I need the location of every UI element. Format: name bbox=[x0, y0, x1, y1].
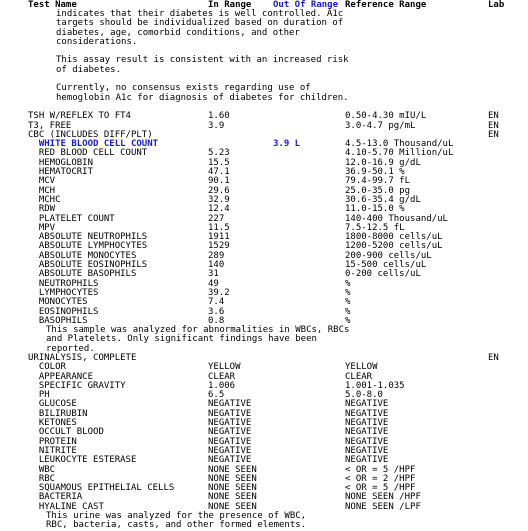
test-name: MONOCYTES bbox=[28, 297, 88, 308]
table-row bbox=[0, 382, 528, 391]
test-name: RDW bbox=[28, 204, 56, 215]
in-range-value: NEGATIVE bbox=[208, 418, 252, 429]
test-name: SPECIFIC GRAVITY bbox=[28, 380, 126, 391]
reference-range-value: 25.0-35.0 pg bbox=[345, 185, 411, 196]
table-row bbox=[0, 187, 528, 196]
table-row bbox=[0, 391, 528, 400]
reference-range-value: NEGATIVE bbox=[345, 427, 389, 438]
reference-range-value: % bbox=[345, 306, 351, 317]
in-range-value: 1911 bbox=[208, 232, 230, 243]
in-range-value: 3.6 bbox=[208, 306, 225, 317]
test-name: MPV bbox=[28, 222, 56, 233]
in-range-value: 29.6 bbox=[208, 185, 230, 196]
reference-range-value: NEGATIVE bbox=[345, 436, 389, 447]
note-text: diabetes, age, comorbid conditions, and other bbox=[56, 27, 300, 38]
in-range-value: 6.5 bbox=[208, 390, 225, 401]
reference-range-value: 1200-5200 cells/uL bbox=[345, 241, 443, 252]
test-name: MCHC bbox=[28, 194, 61, 205]
in-range-value: NONE SEEN bbox=[208, 464, 257, 475]
reference-range-value: NONE SEEN /HPF bbox=[345, 492, 421, 503]
reference-range-value: 1.001-1.035 bbox=[345, 380, 405, 391]
reference-range-value: 3.0-4.7 pg/mL bbox=[345, 120, 416, 131]
reference-range-value: < OR = 5 /HPF bbox=[345, 483, 416, 494]
test-name: COLOR bbox=[28, 362, 66, 373]
header-in-range: In Range bbox=[208, 0, 252, 10]
test-name: PROTEIN bbox=[28, 436, 77, 447]
in-range-value: CLEAR bbox=[208, 371, 236, 382]
in-range-value: YELLOW bbox=[208, 362, 241, 373]
test-name: MCV bbox=[28, 176, 56, 187]
in-range-value: NEGATIVE bbox=[208, 445, 252, 456]
test-name: SQUAMOUS EPITHELIAL CELLS bbox=[28, 483, 175, 494]
test-name: GLUCOSE bbox=[28, 399, 77, 410]
test-name: NITRITE bbox=[28, 445, 77, 456]
in-range-value: 1529 bbox=[208, 241, 230, 252]
reference-range-value: 200-900 cells/uL bbox=[345, 250, 432, 261]
table-row bbox=[0, 428, 528, 437]
in-range-value: NEGATIVE bbox=[208, 436, 252, 447]
note-text: RBC, bacteria, casts, and other formed elements. bbox=[46, 520, 307, 531]
note-text: of diabetes. bbox=[56, 64, 122, 75]
test-name: LYMPHOCYTES bbox=[28, 287, 99, 298]
in-range-value: 0.8 bbox=[208, 315, 225, 326]
test-name: BACTERIA bbox=[28, 492, 83, 503]
note-line bbox=[0, 38, 528, 47]
test-name: APPEARANCE bbox=[28, 371, 94, 382]
reference-range-value: % bbox=[345, 287, 351, 298]
table-row bbox=[0, 354, 528, 363]
reference-range-value: 15-500 cells/uL bbox=[345, 260, 427, 271]
reference-range-value: % bbox=[345, 315, 351, 326]
reference-range-value: % bbox=[345, 278, 351, 289]
reference-range-value: 12.0-16.9 g/dL bbox=[345, 157, 421, 168]
test-name: RED BLOOD CELL COUNT bbox=[28, 148, 148, 159]
in-range-value: 32.9 bbox=[208, 194, 230, 205]
reference-range-value: < OR = 2 /HPF bbox=[345, 473, 416, 484]
note-text: This sample was analyzed for abnormalities in WBCs, RBCs bbox=[46, 325, 350, 336]
in-range-value: 227 bbox=[208, 213, 225, 224]
reference-range-value: NEGATIVE bbox=[345, 418, 389, 429]
reference-range-value: NEGATIVE bbox=[345, 445, 389, 456]
in-range-value: NONE SEEN bbox=[208, 492, 257, 503]
note-line bbox=[0, 512, 528, 521]
reference-range-value: NEGATIVE bbox=[345, 408, 389, 419]
note-text: and Platelets. Only significant findings have been bbox=[46, 334, 317, 345]
in-range-value: NEGATIVE bbox=[208, 399, 252, 410]
in-range-value: 140 bbox=[208, 260, 225, 271]
note-text: This urine was analyzed for the presence of WBC, bbox=[46, 511, 307, 522]
test-name: T3, FREE bbox=[28, 120, 72, 131]
reference-range-value: 0-200 cells/uL bbox=[345, 269, 421, 280]
in-range-value: 7.4 bbox=[208, 297, 225, 308]
test-name: HEMATOCRIT bbox=[28, 167, 94, 178]
test-name: NEUTROPHILS bbox=[28, 278, 99, 289]
reference-range-value: 1800-8000 cells/uL bbox=[345, 232, 443, 243]
note-text: indicates that their diabetes is well controlled. A1c bbox=[56, 9, 344, 19]
test-name: BASOPHILS bbox=[28, 315, 88, 326]
test-name: CBC (INCLUDES DIFF/PLT) bbox=[28, 129, 153, 140]
reference-range-value: 4.10-5.70 Million/uL bbox=[345, 148, 454, 159]
reference-range-value: 36.9-50.1 % bbox=[345, 167, 405, 178]
in-range-value: 11.5 bbox=[208, 222, 230, 233]
test-name: HYALINE CAST bbox=[28, 501, 104, 512]
reference-range-value: % bbox=[345, 297, 351, 308]
reference-range-value: NEGATIVE bbox=[345, 399, 389, 410]
note-text: This assay result is consistent with an increased risk bbox=[56, 55, 349, 66]
in-range-value: NEGATIVE bbox=[208, 427, 252, 438]
reference-range-value: NONE SEEN /LPF bbox=[345, 501, 421, 512]
lab-code: EN bbox=[488, 352, 499, 363]
test-name: ABSOLUTE EOSINOPHILS bbox=[28, 260, 148, 271]
in-range-value: 1.006 bbox=[208, 380, 236, 391]
out-of-range-value: 3.9 L bbox=[273, 139, 301, 150]
test-name: MCH bbox=[28, 185, 56, 196]
table-row bbox=[0, 168, 528, 177]
reference-range-value: 79.4-99.7 fL bbox=[345, 176, 411, 187]
table-row bbox=[0, 438, 528, 447]
reference-range-value: < OR = 5 /HPF bbox=[345, 464, 416, 475]
in-range-value: NONE SEEN bbox=[208, 473, 257, 484]
in-range-value: NONE SEEN bbox=[208, 501, 257, 512]
test-name: PLATELET COUNT bbox=[28, 213, 115, 224]
note-text: targets should be individualized based on duration of bbox=[56, 18, 344, 29]
table-row bbox=[0, 177, 528, 186]
table-row bbox=[0, 493, 528, 502]
header-lab: Lab bbox=[488, 0, 505, 10]
reference-range-value: 30.6-35.4 g/dL bbox=[345, 194, 421, 205]
lab-code: EN bbox=[488, 129, 499, 140]
note-line bbox=[0, 521, 528, 530]
table-row bbox=[0, 503, 528, 512]
reference-range-value: 4.5-13.0 Thousand/uL bbox=[345, 139, 454, 150]
table-row bbox=[0, 112, 528, 121]
reference-range-value: 11.0-15.0 % bbox=[345, 204, 405, 215]
header-test-name: Test Name bbox=[28, 0, 77, 10]
header-reference-range: Reference Range bbox=[345, 0, 427, 10]
in-range-value: 47.1 bbox=[208, 167, 230, 178]
in-range-value: 31 bbox=[208, 269, 219, 280]
report-body bbox=[0, 10, 528, 531]
in-range-value: NONE SEEN bbox=[208, 483, 257, 494]
test-name: ABSOLUTE NEUTROPHILS bbox=[28, 232, 148, 243]
in-range-value: 15.5 bbox=[208, 157, 230, 168]
reference-range-value: CLEAR bbox=[345, 371, 373, 382]
in-range-value: 1.60 bbox=[208, 111, 230, 122]
note-line bbox=[0, 66, 528, 75]
in-range-value: 49 bbox=[208, 278, 219, 289]
test-name: LEUKOCYTE ESTERASE bbox=[28, 455, 137, 466]
reference-range-value: NEGATIVE bbox=[345, 455, 389, 466]
test-name: URINALYSIS, COMPLETE bbox=[28, 352, 137, 363]
in-range-value: 39.2 bbox=[208, 287, 230, 298]
in-range-value: NEGATIVE bbox=[208, 455, 252, 466]
reference-range-value: YELLOW bbox=[345, 362, 378, 373]
note-text: considerations. bbox=[56, 36, 138, 47]
in-range-value: 12.4 bbox=[208, 204, 230, 215]
in-range-value: 3.9 bbox=[208, 120, 225, 131]
test-name: HEMOGLOBIN bbox=[28, 157, 94, 168]
test-name: PH bbox=[28, 390, 50, 401]
note-text: hemoglobin A1c for diagnosis of diabetes for children. bbox=[56, 92, 349, 103]
table-row bbox=[0, 215, 528, 224]
reference-range-value: 7.5-12.5 fL bbox=[345, 222, 405, 233]
note-text: reported. bbox=[46, 343, 95, 354]
lab-code: EN bbox=[488, 111, 499, 122]
test-name: KETONES bbox=[28, 418, 77, 429]
test-name: ABSOLUTE LYMPHOCYTES bbox=[28, 241, 148, 252]
test-name: WHITE BLOOD CELL COUNT bbox=[28, 139, 159, 150]
reference-range-value: 140-400 Thousand/uL bbox=[345, 213, 448, 224]
table-row bbox=[0, 466, 528, 475]
in-range-value: 5.23 bbox=[208, 148, 230, 159]
test-name: BILIRUBIN bbox=[28, 408, 88, 419]
table-row bbox=[0, 410, 528, 419]
lab-code: EN bbox=[488, 120, 499, 131]
note-text: Currently, no consensus exists regarding use of bbox=[56, 83, 311, 94]
in-range-value: 289 bbox=[208, 250, 225, 261]
table-row bbox=[0, 196, 528, 205]
note-line bbox=[0, 94, 528, 103]
in-range-value: NEGATIVE bbox=[208, 408, 252, 419]
header-out-of-range: Out Of Range bbox=[273, 0, 339, 10]
test-name: RBC bbox=[28, 473, 56, 484]
reference-range-value: 5.0-8.0 bbox=[345, 390, 383, 401]
test-name: WBC bbox=[28, 464, 56, 475]
table-row bbox=[0, 456, 528, 465]
test-name: EOSINOPHILS bbox=[28, 306, 99, 317]
test-name: OCCULT BLOOD bbox=[28, 427, 104, 438]
in-range-value: 90.1 bbox=[208, 176, 230, 187]
test-name: ABSOLUTE MONOCYTES bbox=[28, 250, 137, 261]
reference-range-value: 0.50-4.30 mIU/L bbox=[345, 111, 427, 122]
test-name: TSH W/REFLEX TO FT4 bbox=[28, 111, 131, 122]
test-name: ABSOLUTE BASOPHILS bbox=[28, 269, 137, 280]
